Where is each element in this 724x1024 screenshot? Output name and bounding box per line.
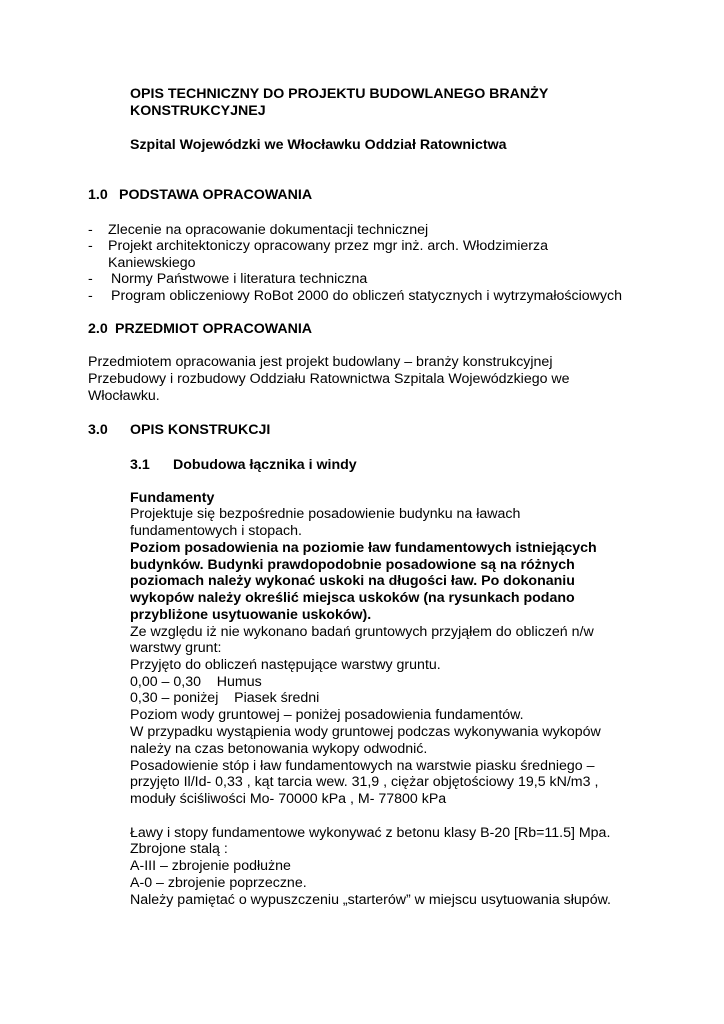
- paragraph-line: Zbrojone stalą :: [130, 841, 228, 857]
- list-item: Zlecenie na opracowanie dokumentacji technicznej: [108, 222, 429, 238]
- document-title-line-2: KONSTRUKCYJNEJ: [130, 103, 266, 119]
- section-3-number: 3.0: [88, 422, 108, 438]
- paragraph-line: Należy pamiętać o wypuszczeniu „starterów” w miejscu usytuowania słupów.: [130, 892, 611, 908]
- paragraph-line: Projektuje się bezpośrednie posadowienie budynku na ławach: [130, 506, 521, 522]
- subsection-3-1-number: 3.1: [130, 457, 150, 473]
- paragraph-line: Włocławku.: [88, 388, 160, 404]
- paragraph-line: Przebudowy i rozbudowy Oddziału Ratownictwa Szpitala Wojewódzkiego we: [88, 371, 570, 387]
- paragraph-line: Ze względu iż nie wykonano badań gruntowych przyjąłem do obliczeń n/w: [130, 624, 594, 640]
- section-2-number: 2.0: [88, 321, 108, 337]
- list-bullet: -: [88, 271, 93, 287]
- document-subtitle: Szpital Wojewódzki we Włocławku Oddział Ratownictwa: [130, 137, 507, 153]
- list-item-continuation: Kaniewskiego: [108, 255, 196, 271]
- paragraph-line: Przedmiotem opracowania jest projekt budowlany – branży konstrukcyjnej: [88, 354, 553, 370]
- paragraph-line: A-III – zbrojenie podłużne: [130, 858, 291, 874]
- paragraph-line-bold: Poziom posadowienia na poziomie ław fundamentowych istniejących: [130, 540, 597, 556]
- subsection-3-1-heading: Dobudowa łącznika i windy: [173, 457, 357, 473]
- list-item: Program obliczeniowy RoBot 2000 do obliczeń statycznych i wytrzymałościowych: [111, 288, 622, 304]
- paragraph-line: A-0 – zbrojenie poprzeczne.: [130, 875, 307, 891]
- paragraph-line: moduły ściśliwości Mo- 70000 kPa , M- 77800 kPa: [130, 791, 447, 807]
- list-bullet: -: [88, 222, 93, 238]
- soil-layer-line: 0,00 – 0,30 Humus: [130, 674, 262, 690]
- paragraph-line: warstwy grunt:: [130, 640, 222, 656]
- paragraph-line: przyjęto Il/Id- 0,33 , kąt tarcia wew. 31,9 , ciężar objętościowy 19,5 kN/m3 ,: [130, 774, 599, 790]
- paragraph-line: Ławy i stopy fundamentowe wykonywać z betonu klasy B-20 [Rb=11.5] Mpa.: [130, 825, 611, 841]
- list-bullet: -: [88, 238, 93, 254]
- section-3-heading: OPIS KONSTRUKCJI: [130, 422, 271, 438]
- paragraph-line: Poziom wody gruntowej – poniżej posadowienia fundamentów.: [130, 707, 524, 723]
- paragraph-line: Przyjęto do obliczeń następujące warstwy gruntu.: [130, 657, 441, 673]
- list-item: Projekt architektoniczy opracowany przez mgr inż. arch. Włodzimierza: [108, 238, 548, 254]
- list-item: Normy Państwowe i literatura techniczna: [111, 271, 368, 287]
- paragraph-line: należy na czas betonowania wykopy odwodnić.: [130, 741, 428, 757]
- soil-layer-line: 0,30 – poniżej Piasek średni: [130, 690, 320, 706]
- paragraph-line-bold: wykopów należy określić miejsca uskoków (na rysunkach podano: [130, 590, 575, 606]
- section-2-heading: PRZEDMIOT OPRACOWANIA: [115, 321, 313, 337]
- list-bullet: -: [88, 288, 93, 304]
- paragraph-line: fundamentowych i stopach.: [130, 523, 302, 539]
- document-title-line-1: OPIS TECHNICZNY DO PROJEKTU BUDOWLANEGO BRANŻY: [130, 86, 549, 102]
- paragraph-line: W przypadku wystąpienia wody gruntowej podczas wykonywania wykopów: [130, 724, 601, 740]
- section-1-heading: PODSTAWA OPRACOWANIA: [119, 187, 313, 203]
- paragraph-line-bold: budynków. Budynki prawdopodobnie posadowione są na różnych: [130, 557, 575, 573]
- paragraph-line-bold: przybliżone usytuowanie uskoków).: [130, 607, 372, 623]
- paragraph-line-bold: poziomach należy wykonać uskoki na długości ław. Po dokonaniu: [130, 573, 575, 589]
- fundamenty-heading: Fundamenty: [130, 490, 215, 506]
- section-1-number: 1.0: [88, 187, 108, 203]
- paragraph-line: Posadowienie stóp i ław fundamentowych na warstwie piasku średniego –: [130, 758, 595, 774]
